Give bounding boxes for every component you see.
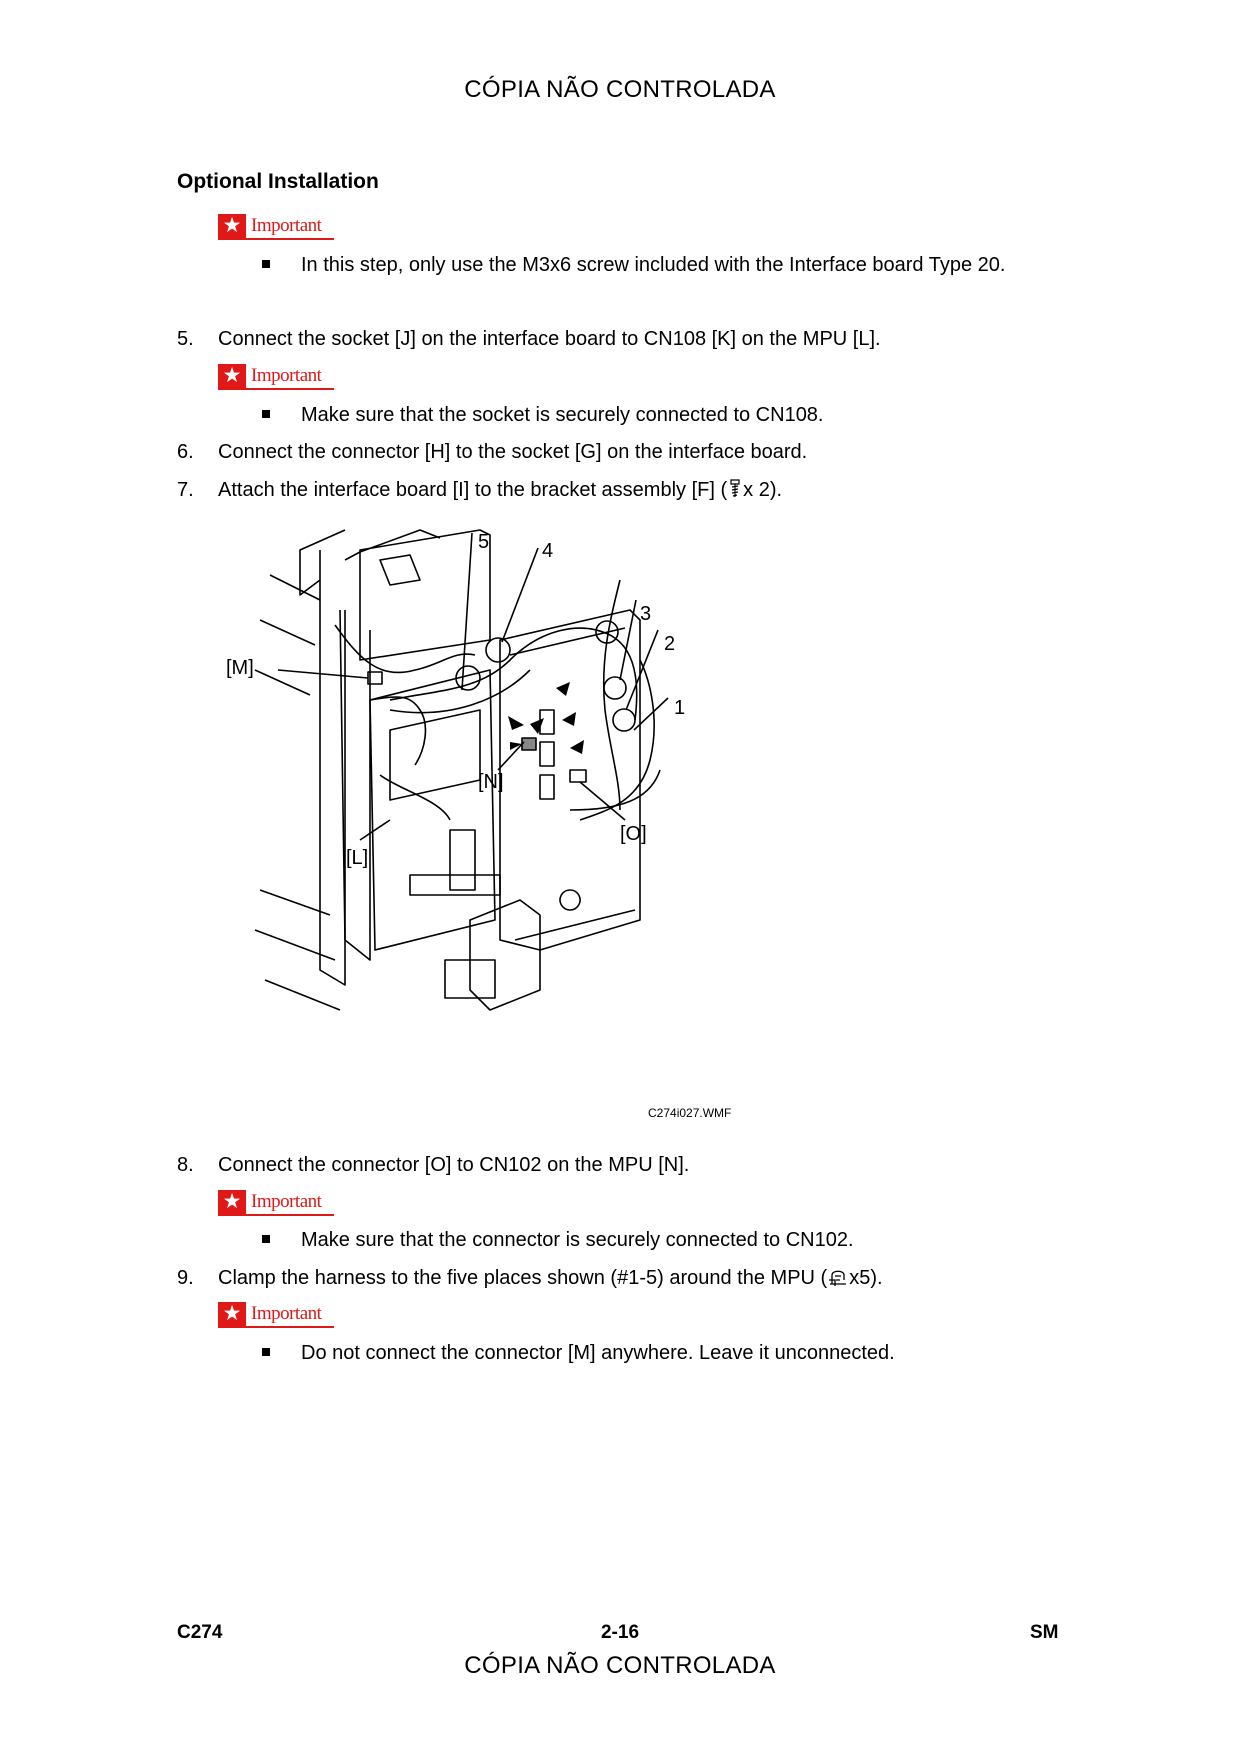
footer-manual-type: SM xyxy=(1030,1622,1059,1643)
screw-icon xyxy=(727,478,743,500)
figure-label: 5 xyxy=(478,531,490,553)
figure-label: 4 xyxy=(542,540,554,562)
figure-caption: C274i027.WMF xyxy=(648,1106,732,1120)
figure-label: 2 xyxy=(664,633,676,655)
important-badge: ★ Important xyxy=(218,1190,334,1217)
important-badge: ★ Important xyxy=(218,214,334,241)
clamp-icon xyxy=(827,1266,849,1288)
star-icon: ★ xyxy=(222,214,242,237)
note-bullet: In this step, only use the M3x6 screw included with the Interface board Type 20. xyxy=(301,247,1061,284)
square-bullet-icon xyxy=(262,1235,270,1243)
note-bullet: Do not connect the connector [M] anywhere. Leave it unconnected. xyxy=(301,1335,1061,1372)
figure-label: 3 xyxy=(640,603,652,625)
figure-label: [O] xyxy=(620,823,647,845)
figure-label: [M] xyxy=(226,657,254,679)
footer-page-number: 2-16 xyxy=(600,1622,640,1643)
note-bullet: Make sure that the connector is securely connected to CN102. xyxy=(301,1222,1061,1259)
square-bullet-icon xyxy=(262,410,270,418)
watermark-top: CÓPIA NÃO CONTROLADA xyxy=(464,76,776,103)
square-bullet-icon xyxy=(262,1348,270,1356)
figure-label: 1 xyxy=(674,697,686,719)
watermark-bottom: CÓPIA NÃO CONTROLADA xyxy=(464,1652,776,1679)
section-title: Optional Installation xyxy=(177,170,379,193)
star-icon: ★ xyxy=(222,1302,242,1325)
star-icon: ★ xyxy=(222,1190,242,1213)
footer-model: C274 xyxy=(177,1622,223,1643)
important-badge: ★ Important xyxy=(218,1302,334,1329)
star-icon: ★ xyxy=(222,364,242,387)
figure-label: [L] xyxy=(346,847,369,869)
figure-label: [N] xyxy=(478,771,504,793)
square-bullet-icon xyxy=(262,260,270,268)
important-badge: ★ Important xyxy=(218,364,334,391)
mpu-harness-diagram xyxy=(226,520,760,1050)
note-bullet: Make sure that the socket is securely connected to CN108. xyxy=(301,397,1061,434)
